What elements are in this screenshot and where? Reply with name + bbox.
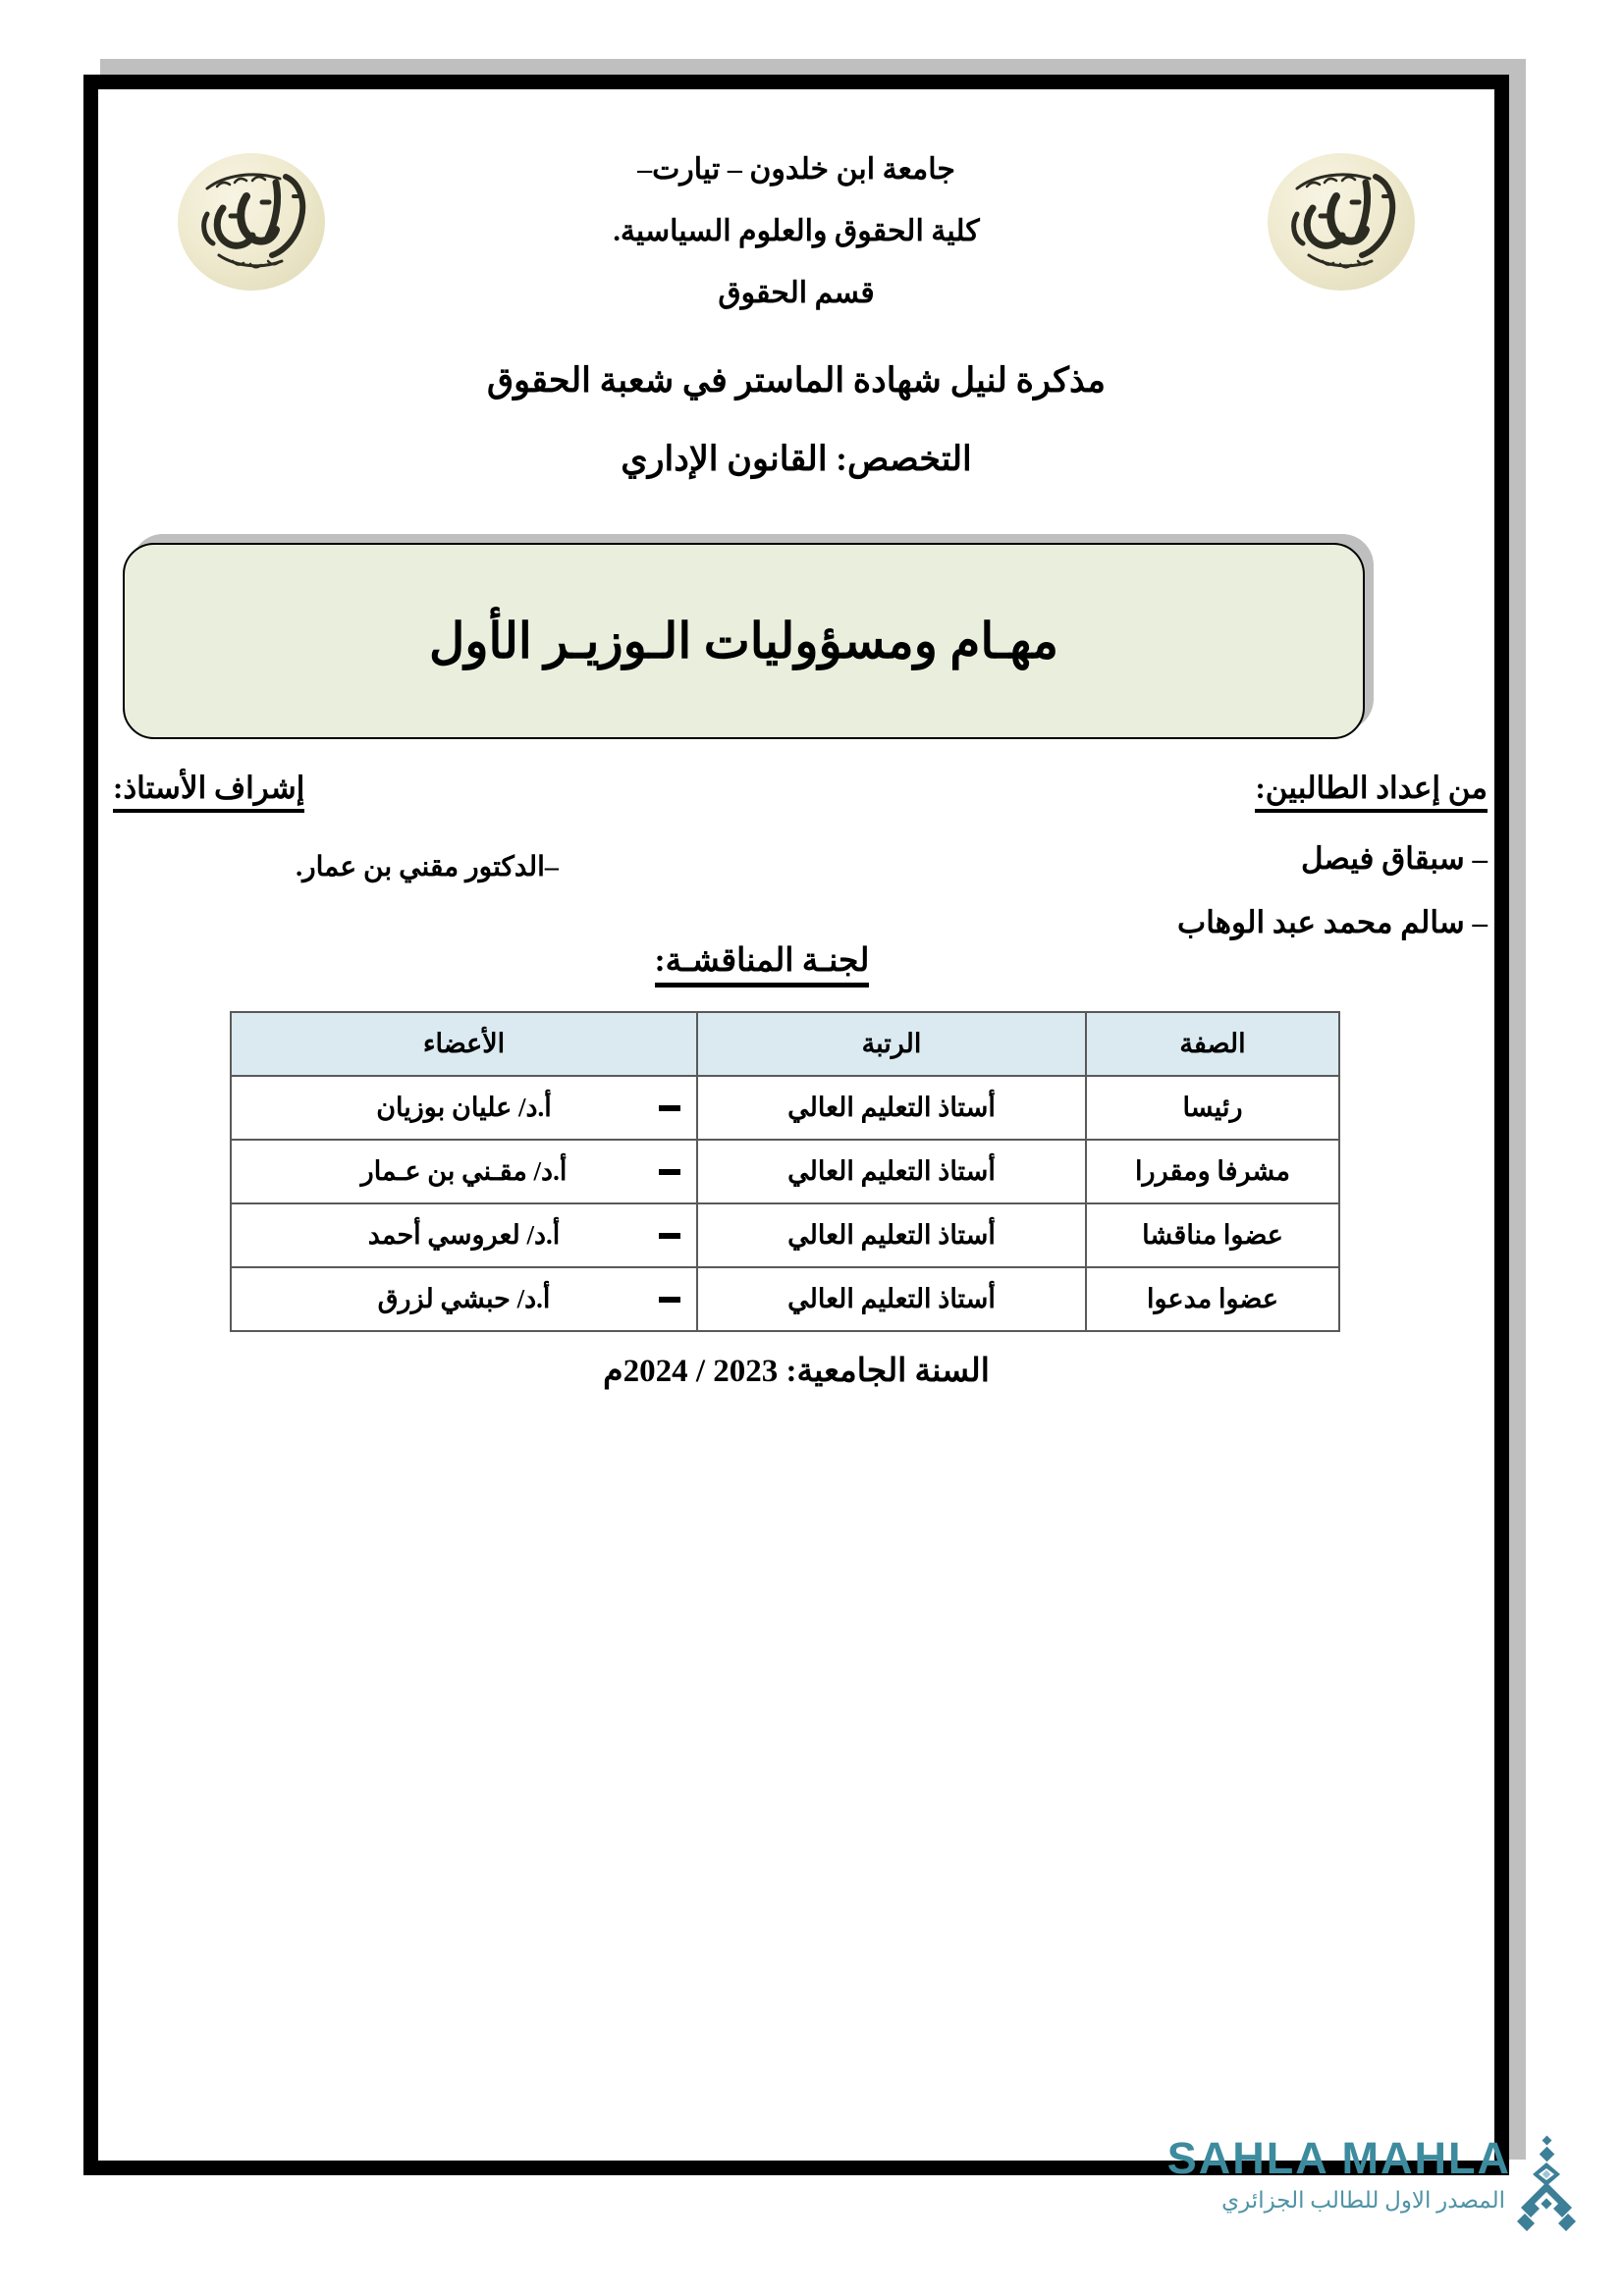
supervisor-name: –الدكتور مقني بن عمار.	[296, 852, 559, 883]
table-row	[231, 1140, 1339, 1203]
cell-rank: أستاذ التعليم العالي	[697, 1140, 1086, 1203]
cell-member	[231, 1203, 697, 1267]
column-header-rank: الرتبة	[697, 1012, 1086, 1076]
cell-role: عضوا مناقشا	[1086, 1203, 1339, 1267]
bullet-dash-icon	[659, 1233, 680, 1239]
cell-rank: أستاذ التعليم العالي	[697, 1076, 1086, 1140]
faculty-name: كلية الحقوق والعلوم السياسية.	[613, 215, 980, 247]
watermark	[1166, 2133, 1582, 2251]
diamond-ornament-icon	[1511, 2135, 1582, 2233]
institution-heading	[83, 155, 1509, 341]
student-name-1: – سبقاق فيصل	[1300, 841, 1488, 877]
cell-role: مشرفا ومقررا	[1086, 1140, 1339, 1203]
cell-rank: أستاذ التعليم العالي	[697, 1267, 1086, 1331]
university-name: جامعة ابن خلدون – تيارت–	[637, 153, 955, 186]
department-name: قسم الحقوق	[718, 277, 875, 309]
table-row	[231, 1203, 1339, 1267]
cell-member	[231, 1267, 697, 1331]
supervisor-label: إشراف الأستاذ:	[113, 772, 304, 813]
page-title: مهـام ومسؤوليات الـوزيـر الأول	[428, 614, 1059, 668]
degree-statement: مذكرة لنيل شهادة الماستر في شعبة الحقوق	[486, 361, 1107, 400]
watermark-subtitle: المصدر الاول للطالب الجزائري	[1221, 2188, 1505, 2213]
cell-member-text: أ.د/ حبشي لزرق	[377, 1284, 551, 1313]
header-block	[83, 153, 1509, 349]
cell-member-text: أ.د/ مقـني بن عـمار	[360, 1156, 568, 1186]
table-header-row	[231, 1012, 1339, 1076]
table-row	[231, 1267, 1339, 1331]
students-label: من إعداد الطالبين:	[1255, 772, 1488, 813]
column-header-role: الصفة	[1086, 1012, 1339, 1076]
bullet-dash-icon	[659, 1297, 680, 1303]
table-row	[231, 1076, 1339, 1140]
thesis-title-container	[123, 543, 1365, 739]
cell-member	[231, 1076, 697, 1140]
student-name-2: – سالم محمد عبد الوهاب	[1177, 905, 1488, 940]
column-header-member: الأعضاء	[231, 1012, 697, 1076]
committee-heading: لجنـة المناقشـة:	[655, 940, 870, 988]
cell-member-text: أ.د/ لعروسي أحمد	[367, 1220, 561, 1250]
committee-heading-wrap	[83, 940, 1509, 988]
thesis-title-box	[123, 543, 1365, 739]
cell-role: رئيسا	[1086, 1076, 1339, 1140]
supervisor-column	[113, 772, 702, 883]
cell-rank: أستاذ التعليم العالي	[697, 1203, 1086, 1267]
cell-member	[231, 1140, 697, 1203]
academic-year: السنة الجامعية: 2023 / 2024م	[603, 1354, 990, 1389]
cell-role: عضوا مدعوا	[1086, 1267, 1339, 1331]
watermark-title: SAHLA MAHLA	[1166, 2133, 1511, 2183]
committee-table	[230, 1011, 1340, 1332]
page-content	[83, 75, 1509, 2175]
specialization: التخصص: القانون الإداري	[621, 440, 972, 478]
cell-member-text: أ.د/ عليان بوزيان	[376, 1093, 552, 1122]
bullet-dash-icon	[659, 1105, 680, 1111]
committee-table-head	[231, 1012, 1339, 1076]
students-column	[938, 772, 1488, 940]
bullet-dash-icon	[659, 1169, 680, 1175]
authors-supervisor-row	[83, 772, 1509, 968]
committee-table-body	[231, 1076, 1339, 1331]
degree-block	[83, 361, 1509, 479]
